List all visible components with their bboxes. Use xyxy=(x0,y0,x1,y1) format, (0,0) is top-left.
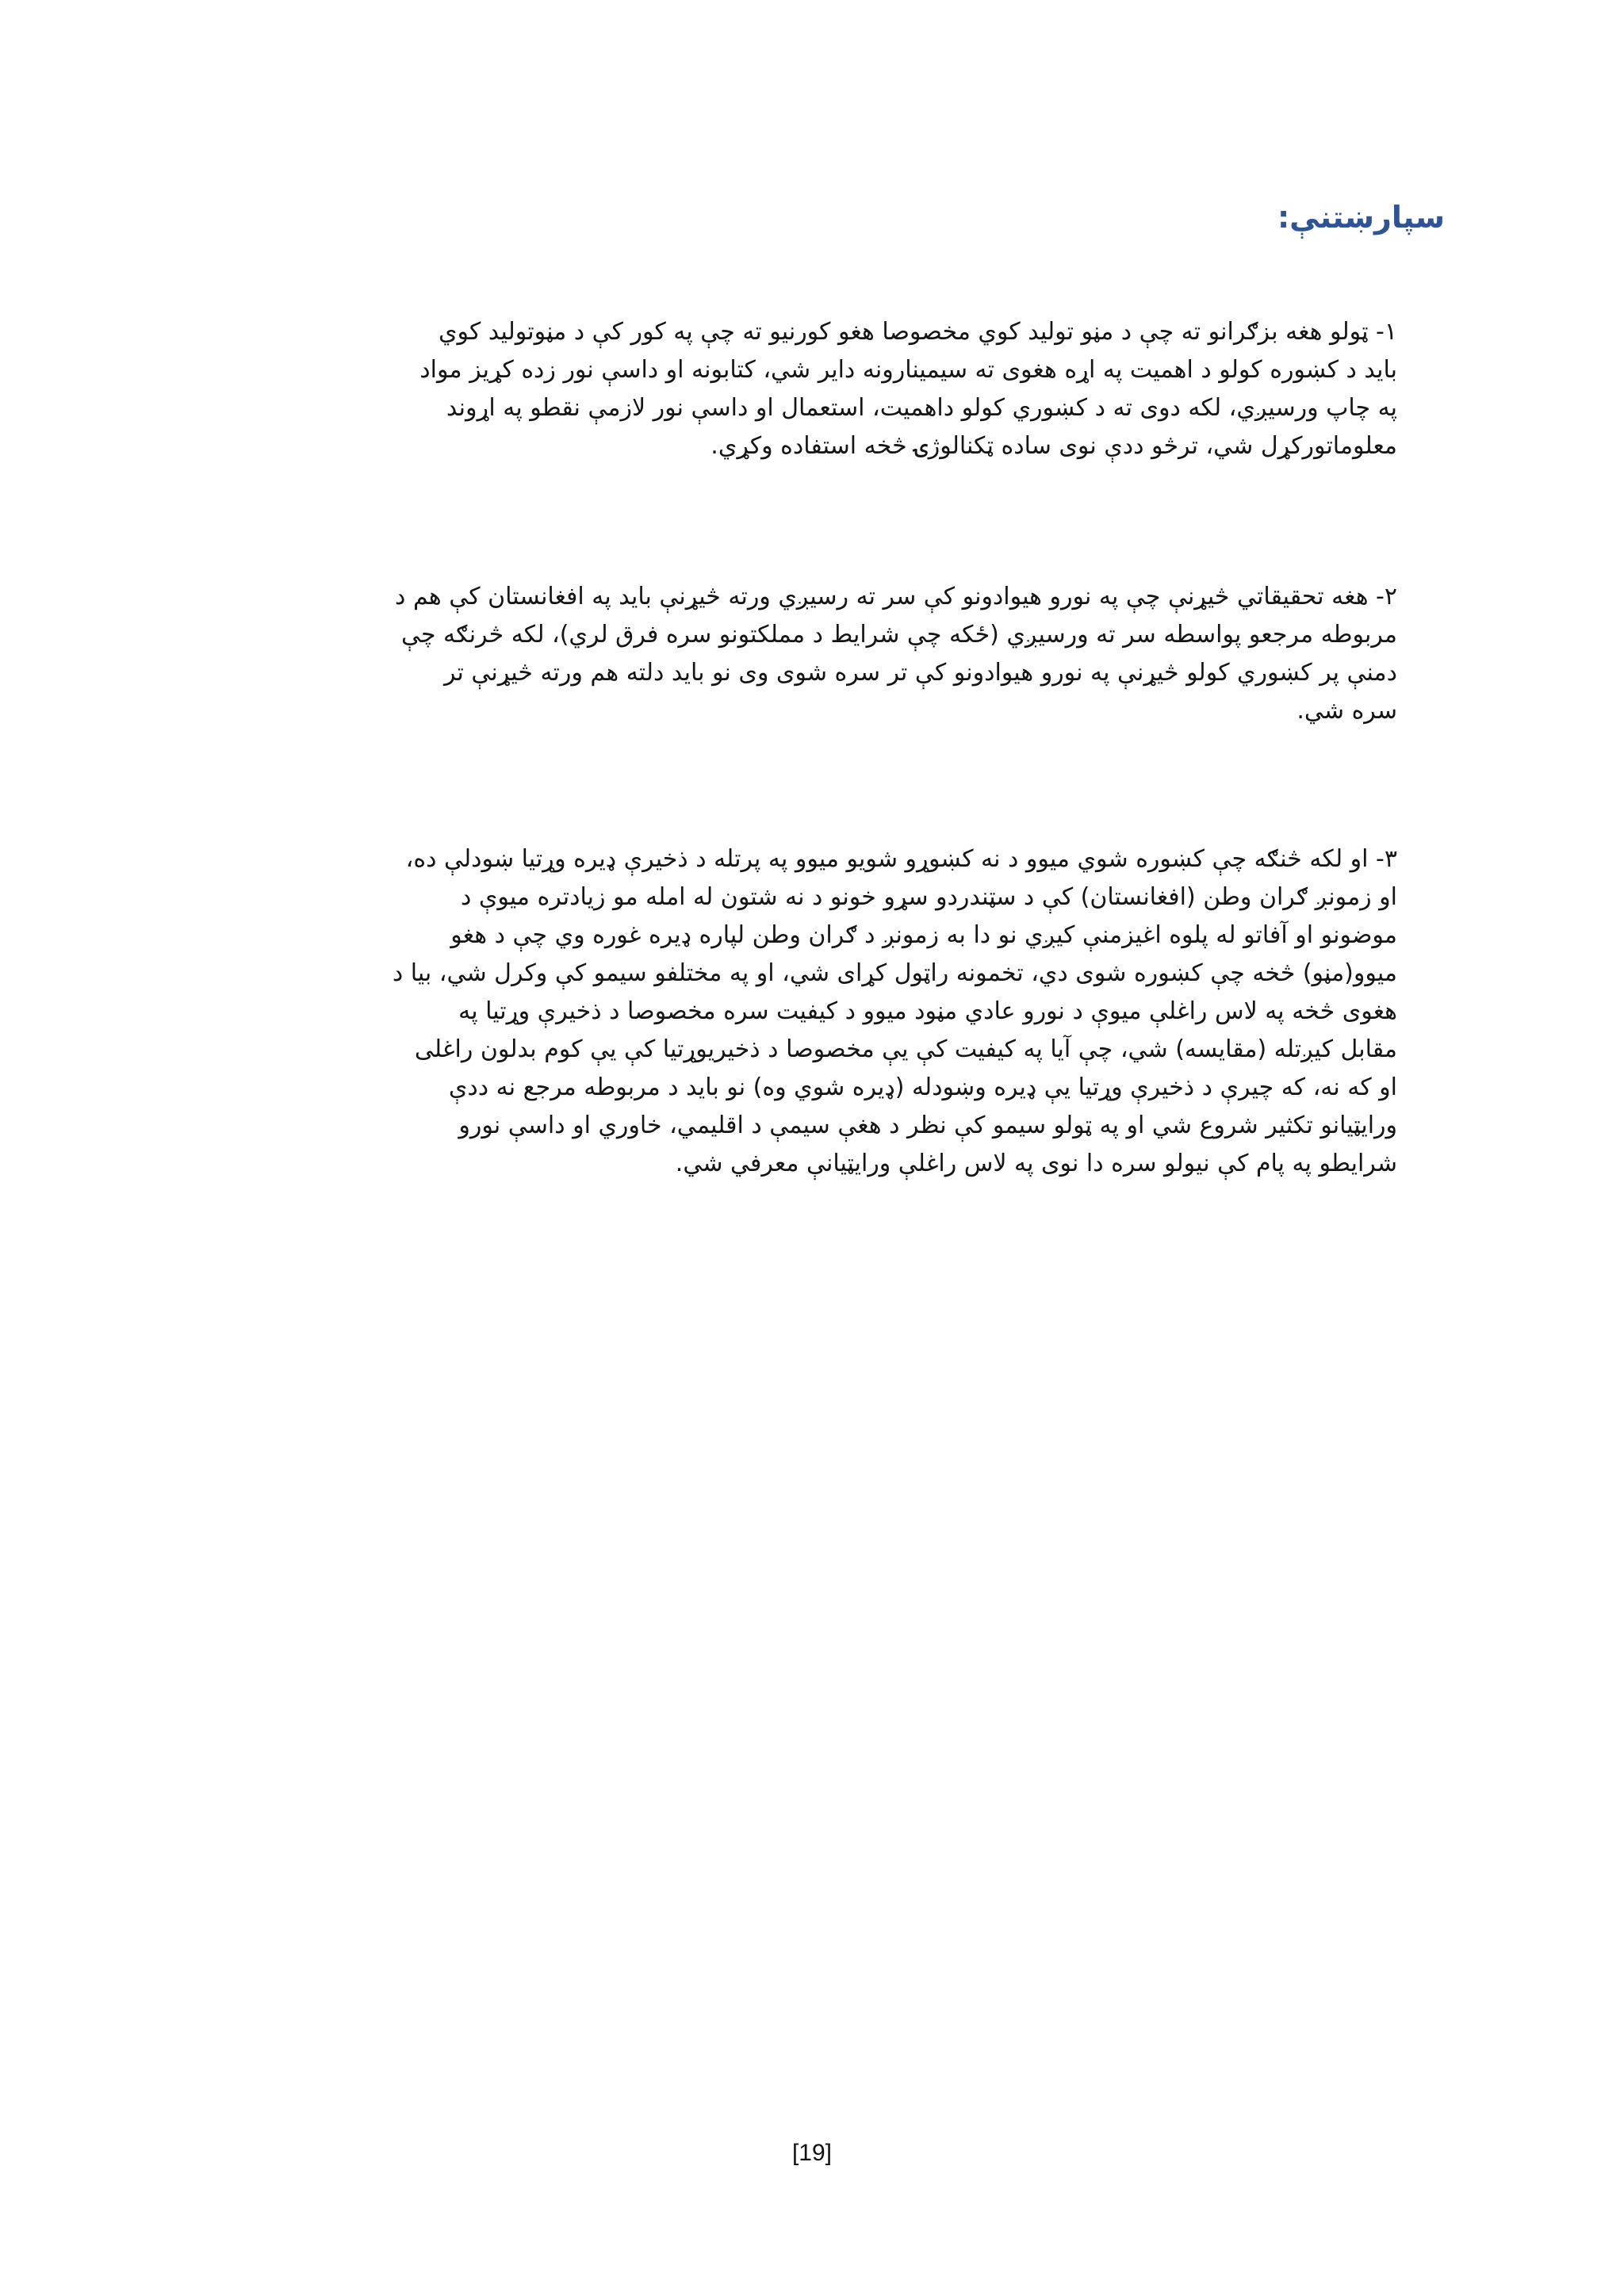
page-number: [19] xyxy=(791,2140,833,2166)
paragraph-line: دمنې پر کښوري کولو څیړنې په نورو هیوادونو کې تر سره شوی وی نو باید دلته هم ورته څیړنې تر xyxy=(443,659,1397,687)
paragraph-line: ۲- هغه تحقیقاتي څیړنې چې په نورو هیوادونو کې سر ته رسیږي ورته څیړنې باید په افغانستان کې هم د xyxy=(395,583,1397,610)
section-heading: سپارښتنې: xyxy=(1277,200,1445,235)
paragraph-line: مقابل کیږتله (مقایسه) شي، چې آیا په کیفیت کې یې مخصوصا د ذخیریوړتیا کې یې کوم بدلون راغلی xyxy=(414,1035,1397,1063)
paragraph-line: هغوی څخه په لاس راغلې میوې د نورو عادي مڼود میوو د کیفیت سره مخصوصا د ذخیرې وړتیا په xyxy=(458,997,1397,1025)
paragraph-line: ۳- او لکه څنګه چې کښوره شوي میوو د نه کښوړو شویو میوو په پرتله د ذخیرې ډیره وړتیا ښودلې ده، xyxy=(405,845,1397,873)
paragraph-line: میوو(مڼو) څخه چې کښوره شوی دي، تخمونه راټول کړای شي، او په مختلفو سیمو کې وکرل شي، بیا د xyxy=(392,959,1397,987)
paragraph-line: او که نه، که چیرې د ذخیرې وړتیا یې ډیره وښودله (ډیره شوي وه) نو باید د مربوطه مرجع نه ددې xyxy=(448,1073,1397,1101)
paragraph-line: سره شي. xyxy=(1297,697,1397,725)
recommendation-paragraph-2 xyxy=(192,578,1397,730)
paragraph-line: شرایطو په پام کې نیولو سره دا نوی په لاس راغلې ورایټیانې معرفي شي. xyxy=(675,1150,1397,1177)
paragraph-line: باید د کښوره کولو د اهمیت په اړه هغوی ته سیمینارونه دایر شي، کتابونه او داسې نور زده کړیز مواد xyxy=(419,356,1397,384)
paragraph-line: او زمونږ ګران وطن (افغانستان) کې د سټندردو سړو خونو د نه شتون له امله مو زیادتره میوې د xyxy=(460,883,1397,911)
recommendation-paragraph-3 xyxy=(192,840,1397,1183)
paragraph-line: ورایټیانو تکثیر شروع شي او په ټولو سیمو کې نظر د هغې سیمې د اقلیمي، خاوري او داسې نورو xyxy=(458,1112,1397,1139)
paragraph-line: مربوطه مرجعو پواسطه سر ته ورسیږي (ځکه چې شرایط د مملکتونو سره فرق لري)، لکه څرنګه چې xyxy=(400,621,1397,649)
paragraph-line: معلوماتورکړل شي، ترڅو ددې نوی ساده ټکنالوژۍ څخه استفاده وکړي. xyxy=(710,432,1397,460)
paragraph-line: په چاپ ورسیږي، لکه دوی ته د کښوري کولو داهمیت، استعمال او داسې نور لازمې نقطو په اړوند xyxy=(446,394,1397,422)
paragraph-line: ۱- ټولو هغه بزګرانو ته چې د مڼو تولید کوي مخصوصا هغو کورنیو ته چې په کور کې د مڼوتولید کوي xyxy=(439,318,1397,346)
paragraph-line: موضونو او آفاتو له پلوه اغیزمنې کیږي نو دا به زمونږ د ګران وطن لپاره ډیره غوره وي چې د هغو xyxy=(450,921,1397,949)
recommendation-paragraph-1 xyxy=(192,313,1397,465)
